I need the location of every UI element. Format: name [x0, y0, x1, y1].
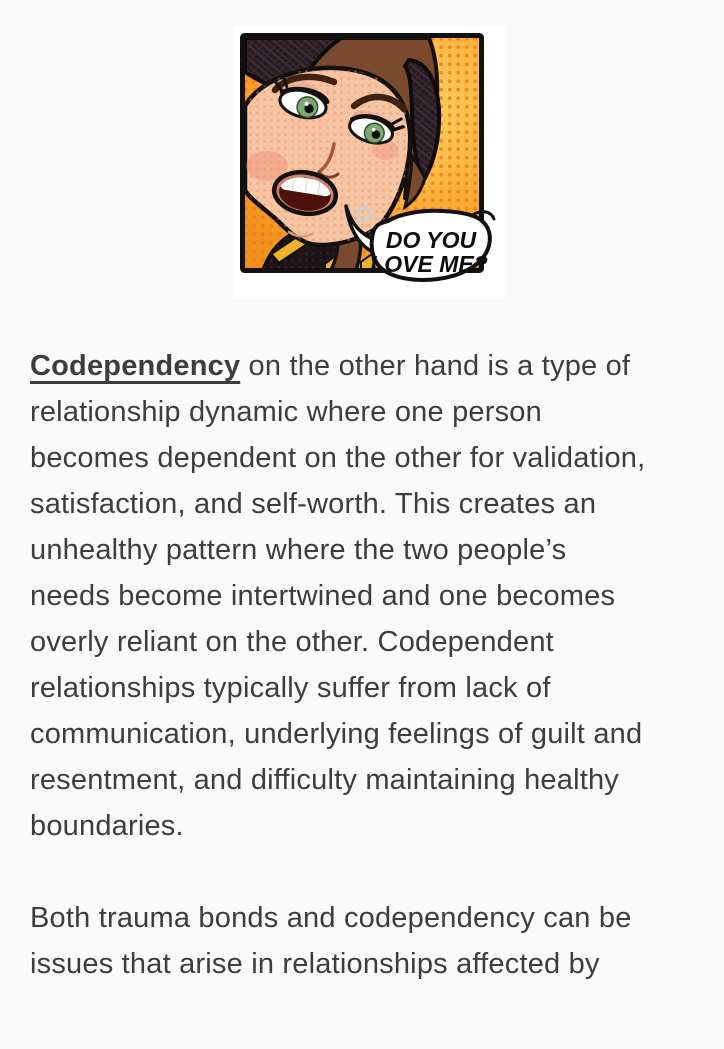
text-line: boundaries. [30, 810, 184, 842]
text-line: unhealthy pattern where the two people’s [30, 534, 567, 566]
article-body [30, 343, 724, 987]
text-line: overly reliant on the other. Codependent [30, 626, 554, 658]
text-line: relationship dynamic where one person [30, 396, 542, 428]
text-line: relationships typically suffer from lack of [30, 672, 551, 704]
comic-illustration [233, 26, 505, 298]
text-line: issues that arise in relationships affected by [30, 948, 600, 980]
article-page [0, 26, 724, 1049]
paragraph-trauma-bonds [30, 895, 724, 987]
text-line: resentment, and difficulty maintaining healthy [30, 764, 620, 796]
text-line: satisfaction, and self-worth. This creates an [30, 488, 597, 520]
text-line: communication, underlying feelings of guilt and [30, 718, 643, 750]
text-line [30, 343, 724, 389]
comic-image [233, 26, 505, 298]
codependency-term: Codependency [30, 350, 241, 382]
speech-bubble-text-line2: LOVE ME? [370, 251, 488, 277]
text-line-rest: on the other hand is a type of [240, 350, 631, 382]
speech-bubble-text-line1: DO YOU [385, 227, 477, 253]
text-line: Both trauma bonds and codependency can be [30, 902, 632, 934]
text-line: becomes dependent on the other for validation, [30, 442, 646, 474]
paragraph-codependency [30, 343, 724, 849]
text-line: needs become intertwined and one becomes [30, 580, 616, 612]
